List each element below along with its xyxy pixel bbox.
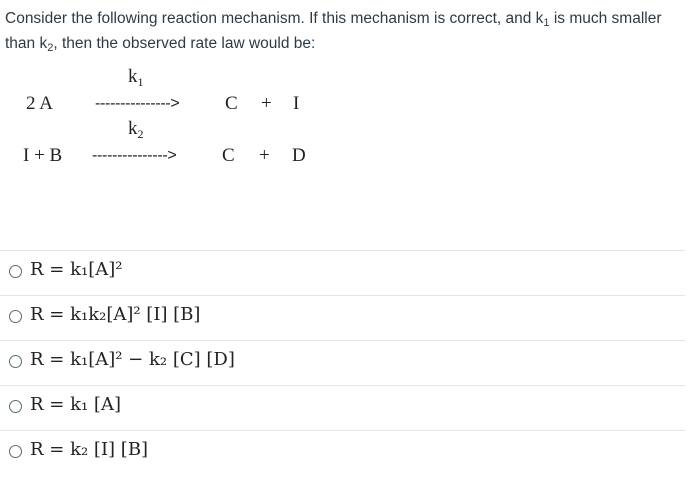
step2-product-d: D xyxy=(292,145,306,166)
radio-button[interactable] xyxy=(9,400,22,413)
k1-letter: k xyxy=(128,66,138,87)
question-text xyxy=(5,6,689,56)
question-line1: Consider the following reaction mechanism. If this mechanism is correct, and k xyxy=(5,10,544,27)
step1-product-c: C xyxy=(225,93,238,114)
answer-label[interactable]: R = k₁k₂[A]² [I] [B] xyxy=(30,304,201,325)
answer-option-d[interactable] xyxy=(0,385,685,430)
answer-option-c[interactable] xyxy=(0,340,685,385)
question-line1-subscript: 1 xyxy=(543,17,550,29)
rate-constant-k1 xyxy=(128,66,144,88)
radio-button[interactable] xyxy=(9,310,22,323)
answer-label[interactable]: R = k₁[A]² xyxy=(30,259,123,280)
step1-plus: + xyxy=(261,93,272,114)
question-line2-rest: , then the observed rate law would be: xyxy=(53,35,316,52)
radio-button[interactable] xyxy=(9,355,22,368)
k2-subscript: 2 xyxy=(137,127,144,141)
step2-reactants: I + B xyxy=(23,145,63,166)
step2-arrow: ---------------> xyxy=(92,147,177,164)
answer-option-e[interactable] xyxy=(0,430,685,475)
step1-arrow: ---------------> xyxy=(95,95,180,112)
answer-label[interactable]: R = k₁[A]² − k₂ [C] [D] xyxy=(30,349,235,370)
answer-label[interactable]: R = k₂ [I] [B] xyxy=(30,439,149,460)
answer-option-b[interactable] xyxy=(0,295,685,340)
answer-list xyxy=(0,250,685,475)
question-line2-subscript: 2 xyxy=(47,42,54,54)
question-line2: than k xyxy=(5,35,48,52)
question-line1-rest: is much smaller xyxy=(549,10,662,27)
step1-reactants: 2 A xyxy=(26,93,53,114)
k2-letter: k xyxy=(128,118,138,139)
step2-plus: + xyxy=(259,145,270,166)
radio-button[interactable] xyxy=(9,265,22,278)
answer-option-a[interactable] xyxy=(0,250,685,295)
k1-subscript: 1 xyxy=(137,75,144,89)
step2-product-c: C xyxy=(222,145,235,166)
rate-constant-k2 xyxy=(128,118,144,140)
answer-label[interactable]: R = k₁ [A] xyxy=(30,394,121,415)
step1-product-i: I xyxy=(293,93,300,114)
radio-button[interactable] xyxy=(9,445,22,458)
